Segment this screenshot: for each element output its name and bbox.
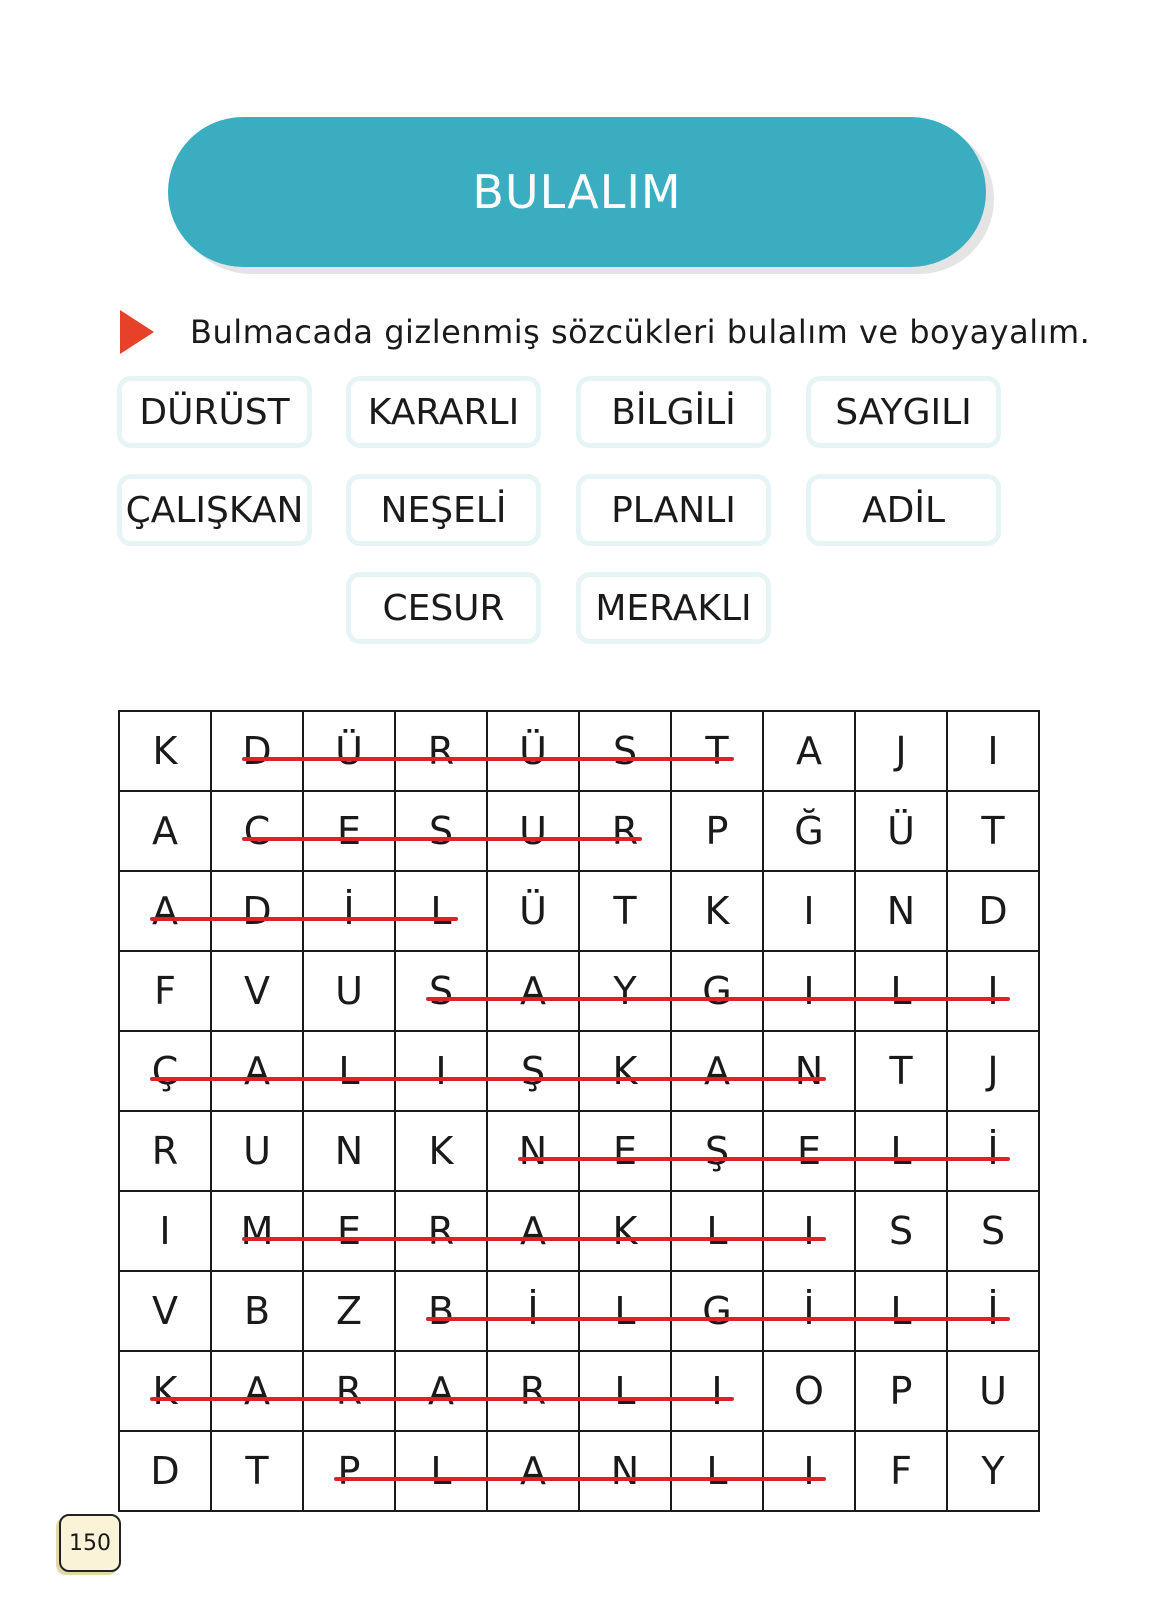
grid-cell: D: [212, 712, 304, 792]
grid-cell: R: [580, 792, 672, 872]
grid-cell: Ü: [488, 872, 580, 952]
word-box-cesur: [346, 572, 541, 644]
word-box-kararli: [346, 376, 541, 448]
grid-cell: N: [304, 1112, 396, 1192]
grid-cell: F: [856, 1432, 948, 1512]
grid-cell: A: [488, 1432, 580, 1512]
grid-cell: İ: [304, 872, 396, 952]
word-label: KARARLI: [367, 391, 520, 433]
grid-cell: T: [672, 712, 764, 792]
grid-cell: G: [672, 1272, 764, 1352]
word-box-adil: [806, 474, 1001, 546]
grid-cell: İ: [488, 1272, 580, 1352]
grid-cell: L: [396, 1432, 488, 1512]
grid-cell: I: [764, 1432, 856, 1512]
grid-cell: K: [396, 1112, 488, 1192]
grid-cell: P: [856, 1352, 948, 1432]
grid-cell: K: [672, 872, 764, 952]
word-label: ADİL: [861, 489, 946, 531]
grid-cell: E: [580, 1112, 672, 1192]
word-box-caliskan: [117, 474, 312, 546]
grid-cell: T: [856, 1032, 948, 1112]
grid-cell: T: [580, 872, 672, 952]
grid-cell: R: [304, 1352, 396, 1432]
play-icon: [120, 310, 154, 354]
grid-cell: I: [120, 1192, 212, 1272]
grid-cell: E: [304, 1192, 396, 1272]
grid-cell: L: [396, 872, 488, 952]
word-label: SAYGILI: [835, 391, 972, 433]
grid-cell: D: [212, 872, 304, 952]
grid-cell: O: [764, 1352, 856, 1432]
grid-cell: S: [580, 712, 672, 792]
grid-cell: N: [856, 872, 948, 952]
grid-cell: A: [120, 792, 212, 872]
grid-cell: Ü: [304, 712, 396, 792]
grid-cell: Y: [580, 952, 672, 1032]
grid-cell: T: [948, 792, 1040, 872]
word-label: CESUR: [382, 587, 505, 629]
grid-cell: K: [120, 712, 212, 792]
grid-cell: A: [488, 1192, 580, 1272]
grid-cell: U: [304, 952, 396, 1032]
grid-cell: L: [672, 1432, 764, 1512]
word-box-durust: [117, 376, 312, 448]
grid-cell: E: [764, 1112, 856, 1192]
grid-cell: J: [856, 712, 948, 792]
letter-grid: [118, 710, 1040, 1512]
grid-cell: S: [396, 792, 488, 872]
grid-cell: L: [580, 1272, 672, 1352]
grid-cell: S: [948, 1192, 1040, 1272]
grid-cell: N: [488, 1112, 580, 1192]
grid-cell: N: [764, 1032, 856, 1112]
grid-cell: L: [580, 1352, 672, 1432]
grid-cell: L: [304, 1032, 396, 1112]
grid-cell: B: [212, 1272, 304, 1352]
grid-cell: S: [856, 1192, 948, 1272]
page-title: BULALIM: [472, 165, 682, 219]
grid-cell: E: [304, 792, 396, 872]
grid-cell: Ş: [488, 1032, 580, 1112]
grid-cell: B: [396, 1272, 488, 1352]
title-banner: [168, 117, 986, 267]
grid-cell: T: [212, 1432, 304, 1512]
grid-cell: F: [120, 952, 212, 1032]
grid-cell: R: [120, 1112, 212, 1192]
grid-cell: I: [764, 872, 856, 952]
instruction: [120, 302, 1090, 362]
grid-cell: I: [672, 1352, 764, 1432]
grid-cell: Z: [304, 1272, 396, 1352]
word-search-puzzle: [118, 710, 1038, 1510]
word-label: DÜRÜST: [139, 391, 290, 433]
page-number: 150: [69, 1530, 111, 1556]
grid-cell: Ç: [120, 1032, 212, 1112]
word-label: BİLGİLİ: [611, 391, 736, 433]
grid-cell: P: [304, 1432, 396, 1512]
page-number-badge: [59, 1514, 121, 1572]
word-box-saygili: [806, 376, 1001, 448]
word-label: NEŞELİ: [380, 489, 507, 531]
grid-cell: Ğ: [764, 792, 856, 872]
grid-cell: A: [212, 1032, 304, 1112]
grid-cell: L: [856, 952, 948, 1032]
instruction-text: Bulmacada gizlenmiş sözcükleri bulalım ve boyayalım.: [190, 313, 1091, 351]
grid-cell: Ü: [856, 792, 948, 872]
grid-cell: D: [120, 1432, 212, 1512]
grid-cell: I: [396, 1032, 488, 1112]
grid-cell: V: [212, 952, 304, 1032]
grid-cell: I: [764, 1192, 856, 1272]
grid-cell: A: [764, 712, 856, 792]
grid-cell: N: [580, 1432, 672, 1512]
word-box-neseli: [346, 474, 541, 546]
grid-cell: J: [948, 1032, 1040, 1112]
grid-cell: Ü: [488, 712, 580, 792]
grid-cell: A: [120, 872, 212, 952]
word-label: PLANLI: [611, 489, 736, 531]
grid-cell: M: [212, 1192, 304, 1272]
grid-cell: Y: [948, 1432, 1040, 1512]
grid-cell: K: [580, 1032, 672, 1112]
grid-cell: L: [856, 1112, 948, 1192]
grid-cell: S: [396, 952, 488, 1032]
grid-cell: U: [212, 1112, 304, 1192]
grid-cell: A: [672, 1032, 764, 1112]
word-box-bilgili: [576, 376, 771, 448]
grid-cell: K: [120, 1352, 212, 1432]
word-label: ÇALIŞKAN: [125, 489, 304, 531]
grid-cell: D: [948, 872, 1040, 952]
grid-cell: L: [856, 1272, 948, 1352]
grid-cell: U: [488, 792, 580, 872]
grid-cell: P: [672, 792, 764, 872]
grid-cell: A: [488, 952, 580, 1032]
grid-cell: L: [672, 1192, 764, 1272]
grid-cell: I: [764, 952, 856, 1032]
grid-cell: R: [396, 1192, 488, 1272]
grid-cell: I: [948, 712, 1040, 792]
grid-cell: A: [212, 1352, 304, 1432]
grid-cell: İ: [948, 1112, 1040, 1192]
word-label: MERAKLI: [595, 587, 752, 629]
grid-cell: I: [948, 952, 1040, 1032]
grid-cell: C: [212, 792, 304, 872]
word-box-planli: [576, 474, 771, 546]
grid-cell: İ: [764, 1272, 856, 1352]
grid-cell: R: [396, 712, 488, 792]
grid-cell: U: [948, 1352, 1040, 1432]
grid-cell: İ: [948, 1272, 1040, 1352]
grid-cell: A: [396, 1352, 488, 1432]
grid-cell: R: [488, 1352, 580, 1432]
grid-cell: V: [120, 1272, 212, 1352]
grid-cell: K: [580, 1192, 672, 1272]
grid-cell: G: [672, 952, 764, 1032]
grid-cell: Ş: [672, 1112, 764, 1192]
word-box-merakli: [576, 572, 771, 644]
